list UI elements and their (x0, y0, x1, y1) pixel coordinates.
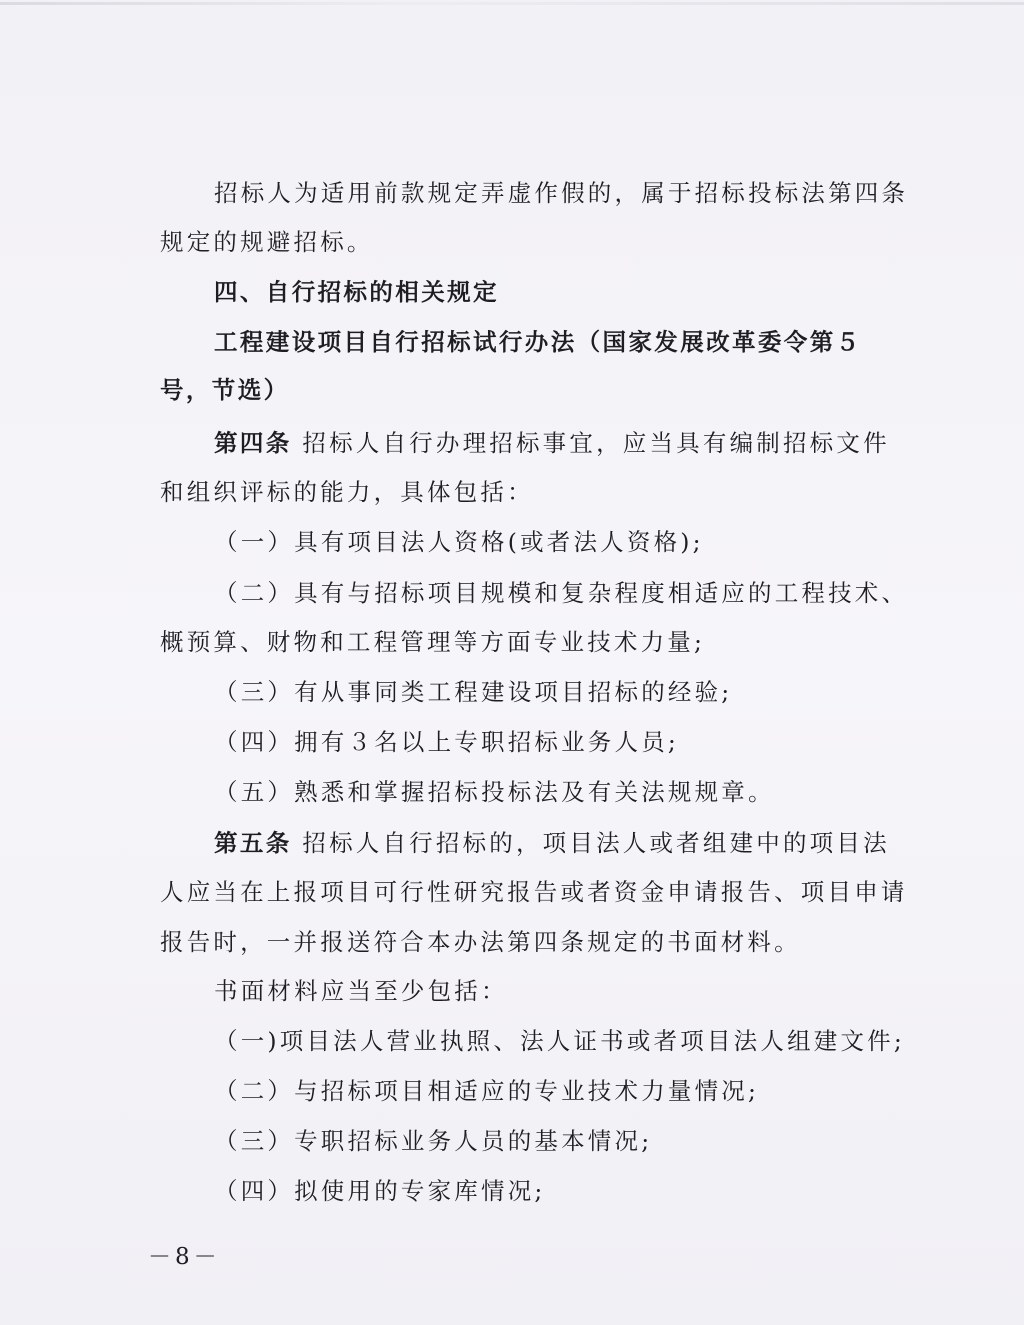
list-item: （四）拟使用的专家库情况; (214, 1177, 546, 1205)
list-item: （二）与招标项目相适应的专业技术力量情况; (214, 1077, 760, 1105)
regulation-title: 工程建设项目自行招标试行办法（国家发展改革委令第５ (214, 328, 862, 356)
text-line: 人应当在上报项目可行性研究报告或者资金申请报告、项目申请 (160, 878, 908, 906)
list-item: （一）具有项目法人资格(或者法人资格); (214, 528, 704, 556)
list-item: （五）熟悉和掌握招标投标法及有关法规规章。 (214, 778, 775, 806)
list-item: （三）专职招标业务人员的基本情况; (214, 1127, 653, 1155)
list-item: （三）有从事同类工程建设项目招标的经验; (214, 678, 733, 706)
article-number: 第五条 (214, 829, 292, 857)
list-item: （四）拥有３名以上专职招标业务人员; (214, 728, 680, 756)
article-line: 第四条 招标人自行办理招标事宜，应当具有编制招标文件 (214, 429, 890, 457)
article-line: 第五条 招标人自行招标的，项目法人或者组建中的项目法 (214, 829, 890, 857)
scan-edge-line (0, 2, 1024, 5)
list-item: （二）具有与招标项目规模和复杂程度相适应的工程技术、 (214, 579, 909, 607)
regulation-title: 号，节选） (160, 376, 290, 404)
text-line: 和组织评标的能力，具体包括： (160, 478, 534, 506)
section-heading: 四、自行招标的相关规定 (214, 278, 499, 306)
article-number: 第四条 (214, 429, 292, 457)
text-line: 报告时，一并报送符合本办法第四条规定的书面材料。 (160, 928, 801, 956)
list-item: （一)项目法人营业执照、法人证书或者项目法人组建文件; (214, 1027, 905, 1055)
text-line: 规定的规避招标。 (160, 228, 374, 256)
text-line: 书面材料应当至少包括： (214, 977, 508, 1005)
text-line: 概预算、财物和工程管理等方面专业技术力量; (160, 628, 706, 656)
text-line: 招标人为适用前款规定弄虚作假的，属于招标投标法第四条 (214, 179, 909, 207)
page-number: －8－ (148, 1244, 221, 1270)
